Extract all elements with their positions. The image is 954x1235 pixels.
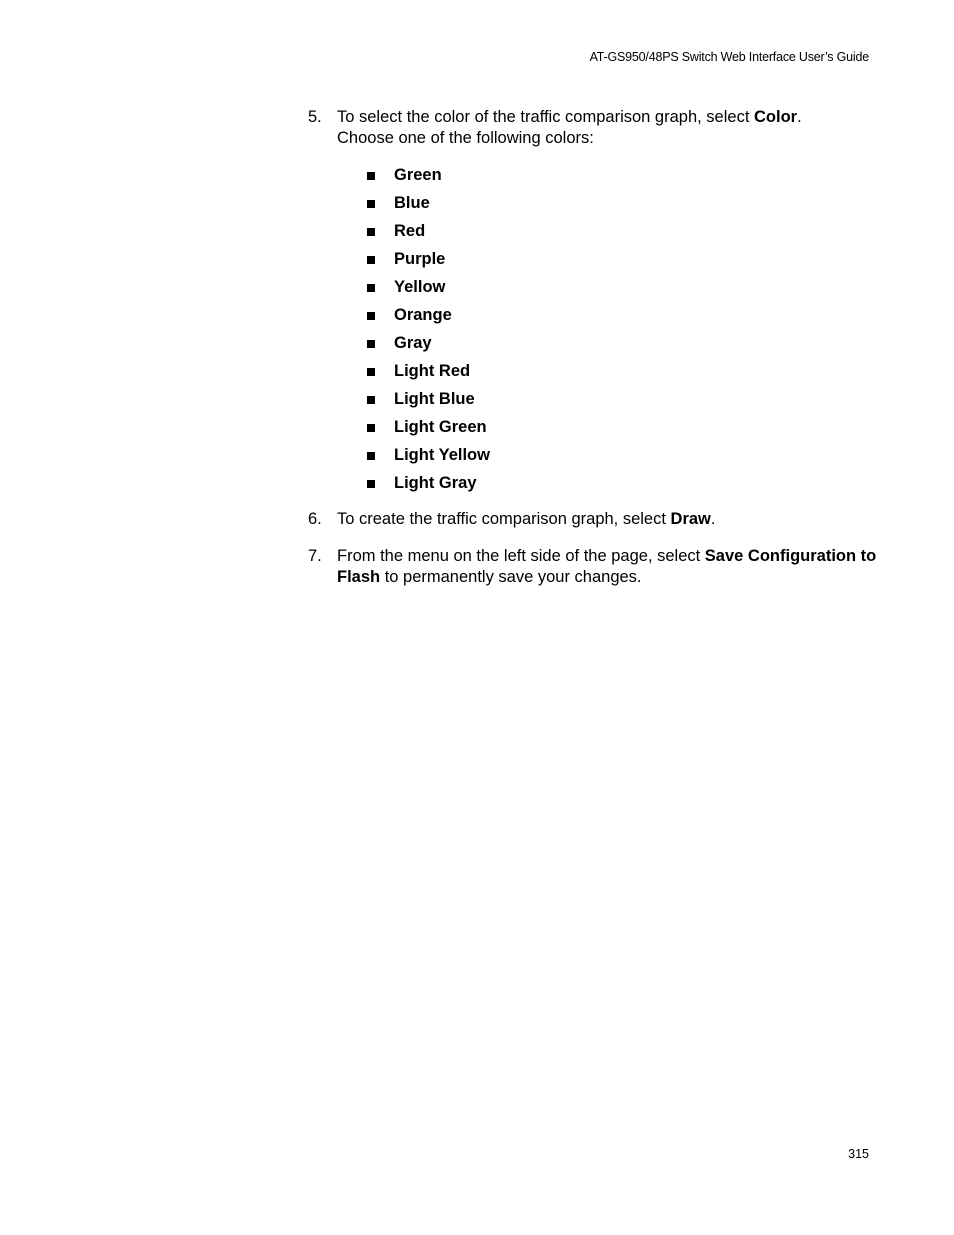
list-item: Light Yellow [366,445,878,473]
square-bullet-icon [367,312,375,320]
square-bullet-icon [367,396,375,404]
square-bullet-icon [367,228,375,236]
square-bullet-icon [367,256,375,264]
square-bullet-icon [367,480,375,488]
step-number: 7. [308,547,322,565]
list-item: Light Red [366,361,878,389]
step-7 [308,546,878,588]
list-item: Yellow [366,277,878,305]
step-number: 6. [308,510,322,528]
step-text: To select the color of the traffic comparison graph, select Color. Choose one of the following colors: [337,108,802,147]
ui-term-save-configuration: Save Configuration to Flash [337,547,877,586]
page-number: 315 [848,1147,869,1161]
instruction-steps [308,107,878,588]
list-item: Gray [366,333,878,361]
running-header: AT-GS950/48PS Switch Web Interface User’s Guide [589,50,869,64]
square-bullet-icon [367,340,375,348]
list-item: Orange [366,305,878,333]
square-bullet-icon [367,452,375,460]
square-bullet-icon [367,172,375,180]
step-text: From the menu on the left side of the page, select Save Configuration to Flash to permanently save your changes. [337,547,877,586]
step-number: 5. [308,108,322,126]
list-item: Green [366,165,878,193]
list-item: Blue [366,193,878,221]
square-bullet-icon [367,284,375,292]
square-bullet-icon [367,200,375,208]
step-text: To create the traffic comparison graph, select Draw. [337,510,716,528]
list-item: Red [366,221,878,249]
step-6 [308,509,878,530]
square-bullet-icon [367,368,375,376]
list-item: Light Blue [366,389,878,417]
list-item: Light Green [366,417,878,445]
step-text-line2: Choose one of the following colors: [337,129,594,147]
square-bullet-icon [367,424,375,432]
list-item: Purple [366,249,878,277]
step-5 [308,107,878,501]
color-options-list [337,165,878,501]
list-item: Light Gray [366,473,878,501]
ui-term-draw: Draw [670,510,711,528]
ui-term-color: Color [754,108,798,126]
